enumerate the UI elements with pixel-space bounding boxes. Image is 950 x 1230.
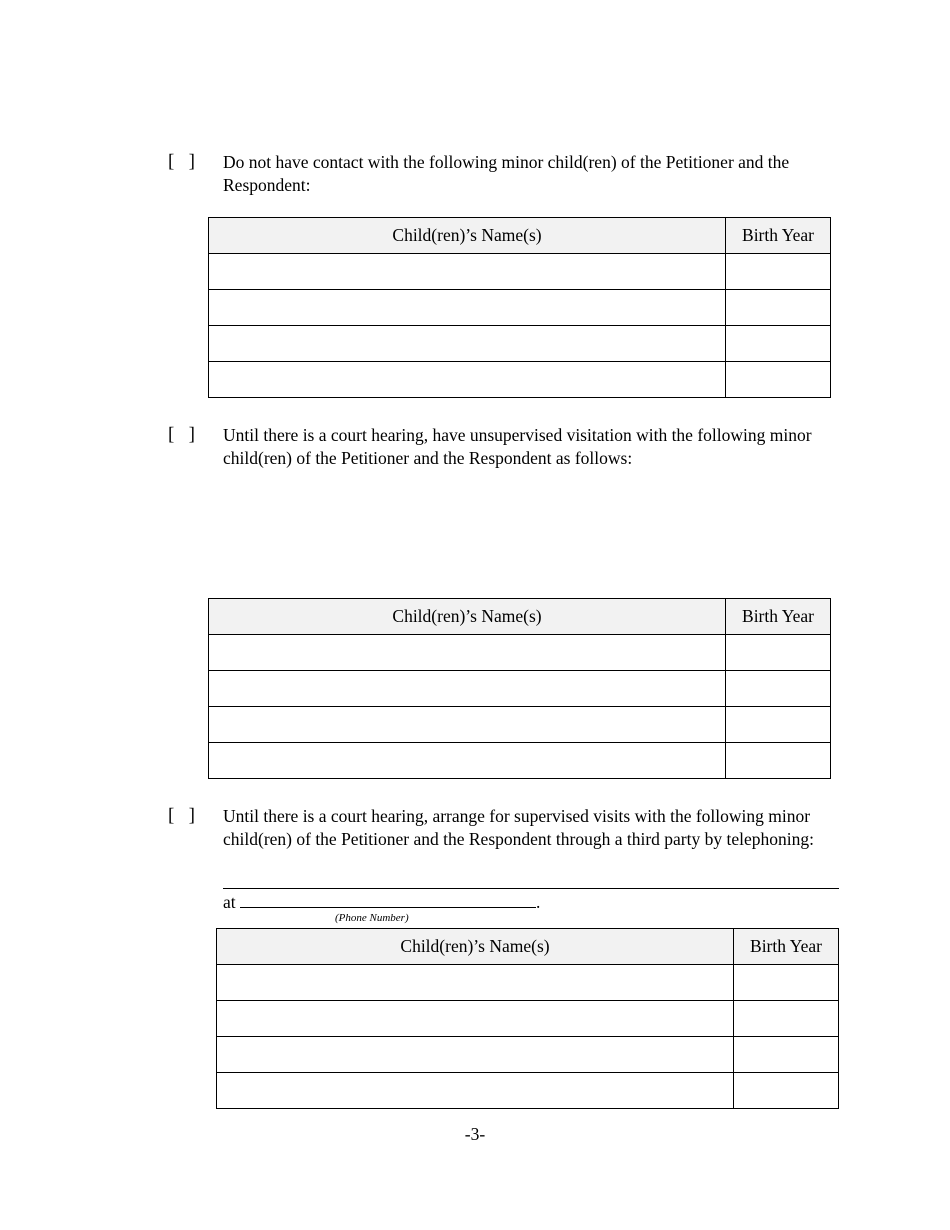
- birth-year-header: Birth Year: [726, 599, 831, 635]
- child-name-cell[interactable]: [217, 1073, 734, 1109]
- table-header-row: [217, 929, 839, 965]
- child-name-cell[interactable]: [217, 965, 734, 1001]
- table-row: [217, 1037, 839, 1073]
- supervised-visits-checkbox[interactable]: [ ]: [168, 805, 195, 826]
- no-contact-checkbox[interactable]: [ ]: [168, 151, 195, 172]
- no-contact-text: Do not have contact with the following minor child(ren) of the Petitioner and the Respondent:: [223, 152, 790, 195]
- birth-year-cell[interactable]: [734, 965, 839, 1001]
- phone-number-row: [223, 891, 540, 913]
- birth-year-cell[interactable]: [734, 1073, 839, 1109]
- phone-number-caption: (Phone Number): [335, 912, 409, 924]
- birth-year-header: Birth Year: [734, 929, 839, 965]
- birth-year-cell[interactable]: [726, 635, 831, 671]
- table-header-row: [209, 218, 831, 254]
- no-contact-children-table: [208, 217, 831, 398]
- birth-year-cell[interactable]: [734, 1037, 839, 1073]
- unsupervised-children-table: [208, 598, 831, 779]
- table-row: [209, 326, 831, 362]
- third-party-name-field[interactable]: [223, 870, 839, 889]
- table-row: [209, 362, 831, 398]
- page-number: -3-: [464, 1124, 486, 1144]
- birth-year-cell[interactable]: [726, 290, 831, 326]
- birth-year-header: Birth Year: [726, 218, 831, 254]
- child-name-cell[interactable]: [217, 1001, 734, 1037]
- child-name-cell[interactable]: [209, 707, 726, 743]
- table-row: [217, 1073, 839, 1109]
- phone-end-period: .: [536, 892, 541, 912]
- child-name-cell[interactable]: [209, 743, 726, 779]
- at-label: at: [223, 892, 236, 912]
- birth-year-cell[interactable]: [726, 707, 831, 743]
- birth-year-cell[interactable]: [726, 254, 831, 290]
- child-name-cell[interactable]: [209, 671, 726, 707]
- child-name-cell[interactable]: [209, 635, 726, 671]
- phone-number-field[interactable]: [240, 891, 536, 908]
- table-row: [209, 290, 831, 326]
- child-name-cell[interactable]: [217, 1037, 734, 1073]
- children-name-header: Child(ren)’s Name(s): [209, 218, 726, 254]
- birth-year-cell[interactable]: [726, 362, 831, 398]
- birth-year-cell[interactable]: [726, 326, 831, 362]
- child-name-cell[interactable]: [209, 290, 726, 326]
- child-name-cell[interactable]: [209, 326, 726, 362]
- children-name-header: Child(ren)’s Name(s): [217, 929, 734, 965]
- table-row: [209, 671, 831, 707]
- child-name-cell[interactable]: [209, 254, 726, 290]
- birth-year-cell[interactable]: [726, 671, 831, 707]
- supervised-visits-text: Until there is a court hearing, arrange for supervised visits with the following minor child(ren) of the Petitioner and the Respondent through a third party by telephoning:: [223, 806, 814, 849]
- table-header-row: [209, 599, 831, 635]
- table-row: [209, 707, 831, 743]
- table-row: [217, 1001, 839, 1037]
- child-name-cell[interactable]: [209, 362, 726, 398]
- unsupervised-visitation-checkbox[interactable]: [ ]: [168, 424, 195, 445]
- supervised-children-table: [216, 928, 839, 1109]
- table-row: [209, 635, 831, 671]
- children-name-header: Child(ren)’s Name(s): [209, 599, 726, 635]
- unsupervised-visitation-text: Until there is a court hearing, have unsupervised visitation with the following minor child(ren) of the Petitioner and the Respondent as follows:: [223, 425, 812, 468]
- birth-year-cell[interactable]: [734, 1001, 839, 1037]
- table-row: [217, 965, 839, 1001]
- table-row: [209, 743, 831, 779]
- table-row: [209, 254, 831, 290]
- birth-year-cell[interactable]: [726, 743, 831, 779]
